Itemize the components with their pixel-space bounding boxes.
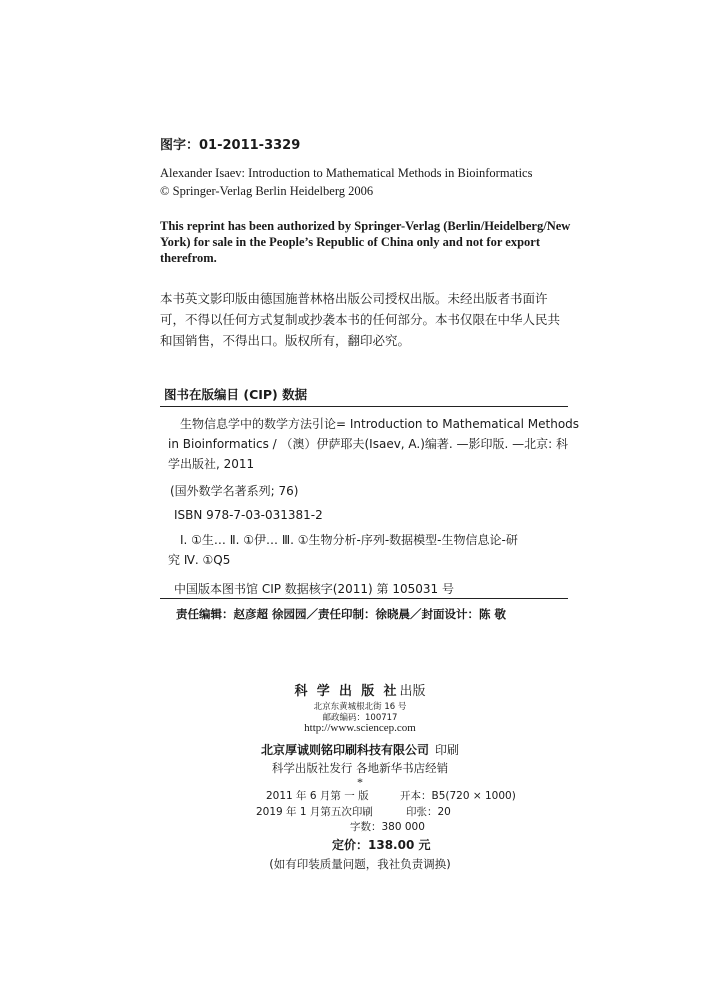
chinese-notice-line: 本书英文影印版由德国施普林格出版公司授权出版。未经出版者书面许 xyxy=(160,291,548,306)
cip-subjects xyxy=(168,530,518,570)
reprint-notice-line: therefrom. xyxy=(160,251,217,265)
publisher-address: 北京东黄城根北街 16 号 xyxy=(313,702,407,712)
cip-bottom-divider xyxy=(160,598,568,599)
reprint-notice-line: York) for sale in the People’s Republic of China only and not for export xyxy=(160,235,540,249)
original-title: Alexander Isaev: Introduction to Mathematical Methods in Bioinformatics xyxy=(160,166,533,180)
cip-entry-line: 学出版社, 2011 xyxy=(168,457,255,471)
cip-subjects-line: 究 Ⅳ. ①Q5 xyxy=(168,553,231,567)
cip-entry-line: 生物信息学中的数学方法引论= Introduction to Mathematical Methods xyxy=(180,417,580,431)
edition-sheets: 印张：20 xyxy=(406,806,451,818)
quality-note: (如有印装质量问题，我社负责调换) xyxy=(269,857,451,871)
cip-divider xyxy=(160,406,568,407)
cip-subjects-line: Ⅰ. ①生… Ⅱ. ①伊… Ⅲ. ①生物分析-序列-数据模型-生物信息论-研 xyxy=(180,533,518,547)
cip-heading: 图书在版编目 (CIP) 数据 xyxy=(164,387,308,402)
original-copyright: © Springer-Verlag Berlin Heidelberg 2006 xyxy=(160,184,374,198)
editors-credit: 责任编辑：赵彦超 徐园园／责任印制：徐晓晨／封面设计：陈 敬 xyxy=(176,607,507,621)
printer-name: 北京厚诚则铭印刷科技有限公司 xyxy=(260,743,429,757)
reprint-notice xyxy=(160,218,570,266)
reprint-notice-line: This reprint has been authorized by Springer-Verlag (Berlin/Heidelberg/New xyxy=(160,219,571,233)
cip-number: 中国版本图书馆 CIP 数据核字(2011) 第 105031 号 xyxy=(174,582,454,596)
cip-series: (国外数学名著系列; 76) xyxy=(170,484,299,498)
edition-first: 2011 年 6 月第 一 版 xyxy=(266,790,369,802)
publisher-name: 科 学 出 版 社 xyxy=(294,683,400,698)
cip-entry-line: in Bioinformatics / （澳）伊萨耶夫(Isaev, A.)编著. —影印版. —北京: 科 xyxy=(168,437,569,451)
publisher-line xyxy=(0,680,720,699)
chinese-notice xyxy=(160,288,560,351)
publisher-website: http://www.sciencep.com xyxy=(304,722,416,734)
edition-reprint: 2019 年 1 月第五次印刷 xyxy=(256,806,373,818)
cip-entry xyxy=(168,414,580,474)
printer-line xyxy=(0,741,720,758)
chinese-notice-line: 可，不得以任何方式复制或抄袭本书的任何部分。本书仅限在中华人民共 xyxy=(160,312,561,327)
edition-word-count: 字数：380 000 xyxy=(350,821,425,833)
distribution-line: 科学出版社发行 各地新华书店经销 xyxy=(271,761,449,775)
separator-star: * xyxy=(357,775,363,789)
printer-suffix: 印刷 xyxy=(435,743,460,757)
cip-isbn: ISBN 978-7-03-031381-2 xyxy=(174,508,323,522)
registration-number: 图字：01-2011-3329 xyxy=(160,138,301,153)
price: 定价：138.00 元 xyxy=(332,838,431,852)
publisher-suffix: 出版 xyxy=(399,684,426,699)
edition-format: 开本：B5(720 × 1000) xyxy=(400,790,516,802)
publisher-postcode: 邮政编码：100717 xyxy=(322,713,398,723)
chinese-notice-line: 和国销售，不得出口。版权所有，翻印必究。 xyxy=(160,333,411,348)
